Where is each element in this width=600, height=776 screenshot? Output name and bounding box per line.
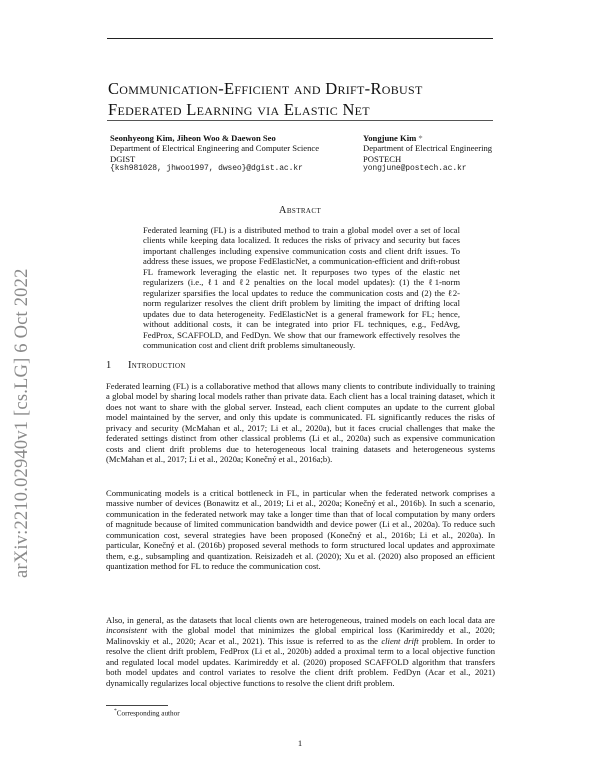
author-names-corresponding	[363, 133, 503, 143]
section-heading	[106, 360, 186, 371]
author-emails: yongjune@postech.ac.kr	[363, 164, 467, 174]
intro-paragraph-2: Communicating models is a critical bottleneck in FL, in particular when the federated network comprises a massive number of devices (Bonawitz et al., 2019; Li et al., 2020a; Konečný et al., 2016b). In such a scenario, communication in the federated network may take a longer time than that of local computation by many orders of magnitude because of limited communication bandwidth and device power (Li et al., 2020a). To reduce such communication cost, several strategies have been proposed (Konečný et al., 2016b; Li et al., 2020a). In particular, Konečný et al. (2016b) proposed several methods to form structured local updates and approximate them, e.g., subsampling and quantization. Reisizadeh et al. (2020); Xu et al. (2020) also proposed an efficient quantization method for FL to reduce the communication cost.	[106, 488, 495, 572]
abstract-body: Federated learning (FL) is a distributed method to train a global model over a set of local clients while keeping data localized. It reduces the risks of privacy and security but faces important challenges including expensive communication costs and client drift issues. To address these issues, we propose FedElasticNet, a communication-efficient and drift-robust FL framework leveraging the elastic net. It repurposes two types of the elastic net regularizers (i.e., ℓ1 and ℓ2 penalties on the local model updates): (1) the ℓ1-norm regularizer sparsifies the local updates to reduce the communication costs and (2) the ℓ2-norm regularizer resolves the client drift problem by limiting the impact of drifting local updates due to data heterogeneity. FedElasticNet is a general framework for FL; hence, without additional costs, it can be integrated into prior FL techniques, e.g., FedAvg, FedProx, SCAFFOLD, and FedDyn. We show that our framework effectively resolves the communication cost and client drift problems simultaneously.	[143, 225, 460, 350]
emphasis-client-drift: client drift	[381, 635, 419, 646]
top-rule	[107, 38, 493, 39]
paragraph-3-text-a: Also, in general, as the datasets that local clients own are heterogeneous, trained models on each local data are	[106, 615, 495, 625]
author-name: Yongjune Kim	[363, 133, 417, 143]
paragraph-3-text-c: problem. In order to resolve the client drift problem, FedProx (Li et al., 2020b) added a proximal term to a local objective function and regulated local model updates. Karimireddy et al. (2020) proposed SCAFFOLD algorithm that transfers both model updates and control variates to resolve the client drift problem. FedDyn (Acar et al., 2021) dynamically regularizes local objective functions to resolve the client drift problem.	[106, 635, 495, 688]
author-emails: {ksh981028, jhwoo1997, dwseo}@dgist.ac.kr	[110, 164, 303, 174]
footnote-rule	[106, 705, 168, 706]
section-number: 1	[106, 360, 112, 371]
emphasis-inconsistent: inconsistent	[106, 625, 148, 636]
footnote-marker: *	[114, 708, 117, 714]
author-department: Department of Electrical Engineering	[363, 143, 493, 154]
author-institution: DGIST	[110, 153, 136, 164]
page-number: 1	[297, 738, 303, 748]
title-line-1: Communication-Efficient and Drift-Robust	[108, 79, 423, 98]
arxiv-stamp-text: arXiv:2210.02940v1 [cs.LG] 6 Oct 2022	[12, 268, 32, 578]
author-institution: POSTECH	[363, 153, 402, 164]
arxiv-stamp	[12, 218, 32, 578]
title-line-2: Federated Learning via Elastic Net	[108, 100, 370, 119]
author-block-dgist	[110, 133, 360, 175]
author-block-postech	[363, 133, 503, 175]
paragraph-3-text-b: with the global model that minimizes the global empirical loss (Karimireddy et al., 2020; Malinovskiy et al., 2020; Acar et al., 2021). This issue is referred to as the	[106, 625, 495, 646]
intro-paragraph-3	[106, 615, 495, 688]
title-rule	[107, 120, 493, 121]
footnote	[114, 707, 180, 718]
author-department: Department of Electrical Engineering and Computer Science	[110, 143, 320, 154]
paper-title	[108, 78, 498, 120]
corresponding-marker: *	[418, 133, 423, 143]
abstract-heading: Abstract	[278, 205, 322, 216]
footnote-text: Corresponding author	[116, 709, 180, 718]
intro-paragraph-1: Federated learning (FL) is a collaborative method that allows many clients to contribute individually to training a global model by sharing local models rather than private data. Each client has a local training dataset, which it does not want to share with the global server. Instead, each client computes an update to the current global model maintained by the server, and only this update is communicated. FL significantly reduces the risks of privacy and security (McMahan et al., 2017; Li et al., 2020a), but it faces crucial challenges that make the federated settings distinct from other classical problems (Li et al., 2020a) such as expensive communication costs and client drift problems due to heterogeneous local training datasets and heterogeneous systems (McMahan et al., 2017; Li et al., 2020a; Konečný et al., 2016a;b).	[106, 381, 495, 465]
section-title: Introduction	[128, 360, 186, 371]
author-names: Seonhyeong Kim, Jiheon Woo & Daewon Seo	[110, 133, 276, 143]
